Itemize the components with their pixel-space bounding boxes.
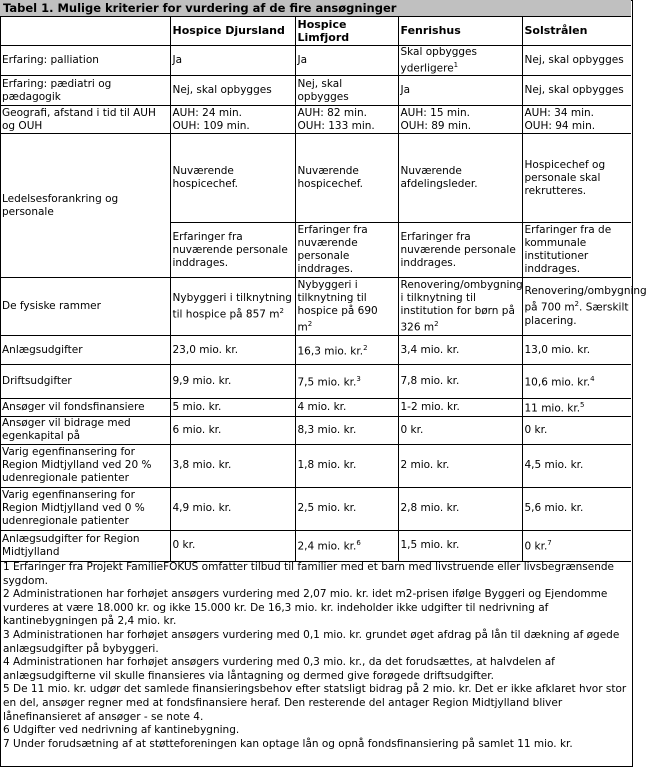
header-hospice-limfjord: Hospice Limfjord bbox=[295, 17, 398, 45]
row-label: De fysiske rammer bbox=[0, 278, 170, 336]
table-cell: 4 mio. kr. bbox=[295, 399, 398, 417]
table-cell bbox=[398, 278, 522, 336]
table-row bbox=[0, 444, 631, 487]
table-cell: 9,9 mio. kr. bbox=[170, 365, 295, 399]
table-cell bbox=[522, 530, 631, 561]
table-cell: Nej, skal opbygges bbox=[522, 76, 631, 106]
table-cell: Nej, skal opbygges bbox=[170, 76, 295, 106]
table-cell bbox=[522, 278, 647, 336]
table-cell: Nuværende afdelingsleder. bbox=[398, 134, 522, 223]
table-cell: Erfaringer fra nuværende personale inddrages. bbox=[295, 223, 398, 278]
footnote: 3 Administrationen har forhøjet ansøgers vurdering med 0,1 mio. kr. grundet øget afdrag på lån til dækning af øgede anlægsudgifter på bybyggeri. bbox=[3, 628, 620, 655]
row-label: Driftsudgifter bbox=[0, 365, 170, 399]
table-cell: 2,8 mio. kr. bbox=[398, 487, 522, 530]
header-fenrishus: Fenrishus bbox=[398, 17, 522, 45]
table-cell: 1-2 mio. kr. bbox=[398, 399, 522, 417]
cell-text: Renovering/ombygning i tilknytning til institution for børn på 326 m bbox=[400, 278, 523, 334]
footnote: 4 Administrationen har forhøjet ansøgers vurdering med 0,3 mio. kr., da det forudsættes, at halvdelen af anlægsudgifterne vil skulle finansieres via låntagning og dermed give forøgede driftsudgifter. bbox=[3, 656, 555, 682]
table-cell: Nuværende hospicechef. bbox=[170, 134, 295, 223]
table-cell: Ja bbox=[295, 45, 398, 76]
table-row bbox=[0, 278, 631, 336]
table-cell bbox=[170, 278, 295, 336]
superscript: 2 bbox=[574, 300, 580, 309]
row-label: Erfaring: pædiatri og pædagogik bbox=[0, 76, 170, 106]
table-cell: 2,5 mio. kr. bbox=[295, 487, 398, 530]
table-cell: 13,0 mio. kr. bbox=[522, 336, 631, 365]
criteria-table bbox=[0, 17, 647, 562]
table-cell: Erfaringer fra de kommunale institutioner inddrages. bbox=[522, 223, 631, 278]
row-label: Ansøger vil fondsfinansiere bbox=[0, 399, 170, 417]
table-cell bbox=[295, 336, 398, 365]
row-label: Geografi, afstand i tid til AUH og OUH bbox=[0, 106, 170, 134]
table-cell: 0 kr. bbox=[170, 530, 295, 561]
table-row bbox=[0, 134, 631, 223]
cell-text: OUH: 133 min. bbox=[297, 119, 375, 132]
cell-text: AUH: 82 min. bbox=[297, 106, 367, 119]
header-empty bbox=[0, 17, 170, 45]
footnote: 7 Under forudsætning af at støtteforeningen kan optage lån og opnå fondsfinansiering på samlet 11 mio. kr. bbox=[3, 737, 573, 750]
cell-text: OUH: 94 min. bbox=[524, 119, 596, 132]
cell-text: Skal opbygges yderligere bbox=[400, 45, 477, 74]
table-cell bbox=[295, 365, 398, 399]
table-row bbox=[0, 416, 631, 444]
footnote-marker: 3 bbox=[356, 375, 361, 384]
table-row bbox=[0, 45, 631, 76]
table-cell: 4,9 mio. kr. bbox=[170, 487, 295, 530]
footnote: 1 Erfaringer fra Projekt FamilieFOKUS omfatter tilbud til familier med et barn med livstruende eller livsbegrænsende sygdom. bbox=[3, 561, 615, 587]
header-hospice-djursland: Hospice Djursland bbox=[170, 17, 295, 45]
table-cell: Nuværende hospicechef. bbox=[295, 134, 398, 223]
table-cell bbox=[522, 399, 631, 417]
cell-text: 7,5 mio. kr. bbox=[297, 376, 357, 389]
cell-text: Nybyggeri i tilknytning til hospice på 857 m bbox=[172, 291, 292, 321]
row-label: Ledelsesforankring og personale bbox=[0, 134, 170, 278]
cell-text: 0 kr. bbox=[524, 540, 548, 553]
table-caption: Tabel 1. Mulige kriterier for vurdering af de fire ansøgninger bbox=[0, 0, 631, 17]
cell-text: OUH: 89 min. bbox=[400, 119, 472, 132]
footnote: 2 Administrationen har forhøjet ansøgers vurdering med 2,07 mio. kr. idet m2-prisen ifølge Byggeri og Ejendomme vurderes at være 18.000 kr. og ikke 15.000 kr. De 16,3 mio. kr. indeholder ikke udgifter til nedrivning af kantinebygningen på 2,4 mio. kr. bbox=[3, 588, 608, 628]
row-label: Anlægsudgifter for Region Midtjylland bbox=[0, 530, 170, 561]
cell-text: 16,3 mio. kr. bbox=[297, 345, 364, 358]
cell-text: Nybyggeri i tilknytning til hospice på 690 m bbox=[297, 278, 378, 334]
table-cell: 4,5 mio. kr. bbox=[522, 444, 631, 487]
row-label: Varig egenfinansering for Region Midtjylland ved 0 % udenregionale patienter bbox=[0, 487, 170, 530]
footnote-marker: 1 bbox=[453, 60, 459, 69]
table-row bbox=[0, 365, 631, 399]
table-row bbox=[0, 487, 631, 530]
cell-text: 2,4 mio. kr. bbox=[297, 540, 357, 553]
table-row bbox=[0, 76, 631, 106]
footnote-marker: 6 bbox=[356, 539, 361, 548]
table-cell bbox=[295, 530, 398, 561]
cell-text: . Særskilt placering. bbox=[524, 301, 629, 327]
footnote: 6 Udgifter ved nedrivning af kantinebygning. bbox=[3, 724, 240, 737]
table-cell: Erfaringer fra nuværende personale inddrages. bbox=[398, 223, 522, 278]
superscript: 2 bbox=[434, 319, 439, 328]
table-cell: Nej, skal opbygges bbox=[522, 45, 631, 76]
table-cell: Ja bbox=[170, 45, 295, 76]
row-label: Anlægsudgifter bbox=[0, 336, 170, 365]
superscript: 2 bbox=[279, 306, 285, 315]
header-solstraalen: Solstrålen bbox=[522, 17, 631, 45]
footnote-marker: 7 bbox=[547, 539, 552, 548]
table-cell: Erfaringer fra nuværende personale inddrages. bbox=[170, 223, 295, 278]
cell-text: OUH: 109 min. bbox=[172, 119, 250, 132]
footnote: 5 De 11 mio. kr. udgør det samlede finansieringsbehov efter statsligt bidrag på 2 mio. kr. Det er ikke afklaret hvor stor en del, ansøger regner med at fondsfinansiere heraf. Den resterende del antager Region Midtjylland bliver lånefinansieret af ansøger - se note 4. bbox=[3, 683, 627, 723]
table-cell: 0 kr. bbox=[522, 416, 631, 444]
table-cell: Hospicechef og personale skal rekrutteres. bbox=[522, 134, 631, 223]
table-cell: 7,8 mio. kr. bbox=[398, 365, 522, 399]
table-cell: Nej, skal opbygges bbox=[295, 76, 398, 106]
table-row bbox=[0, 399, 631, 417]
footnote-marker: 5 bbox=[580, 401, 585, 409]
table-cell bbox=[398, 106, 522, 134]
table-cell: 1,5 mio. kr. bbox=[398, 530, 522, 561]
table-row bbox=[0, 530, 631, 561]
table-cell bbox=[170, 106, 295, 134]
table-cell: 23,0 mio. kr. bbox=[170, 336, 295, 365]
table-row bbox=[0, 336, 631, 365]
cell-text: 11 mio. kr. bbox=[524, 402, 581, 415]
table-cell: 5,6 mio. kr. bbox=[522, 487, 631, 530]
table-cell: 5 mio. kr. bbox=[170, 399, 295, 417]
table-cell: 3,8 mio. kr. bbox=[170, 444, 295, 487]
table-cell: 6 mio. kr. bbox=[170, 416, 295, 444]
cell-text: Renovering/ombygning på 700 m bbox=[524, 285, 647, 314]
table-cell bbox=[295, 278, 398, 336]
row-label: Varig egenfinansering for Region Midtjylland ved 20 % udenregionale patienter bbox=[0, 444, 170, 487]
row-label: Erfaring: palliation bbox=[0, 45, 170, 76]
cell-text: AUH: 34 min. bbox=[524, 106, 594, 119]
cell-text: AUH: 15 min. bbox=[400, 106, 470, 119]
table-cell: Ja bbox=[398, 76, 522, 106]
footnote-marker: 4 bbox=[590, 375, 595, 384]
table-cell bbox=[398, 45, 522, 76]
table-cell bbox=[522, 106, 631, 134]
table-cell: 1,8 mio. kr. bbox=[295, 444, 398, 487]
table-cell: 8,3 mio. kr. bbox=[295, 416, 398, 444]
table-row bbox=[0, 106, 631, 134]
table-cell bbox=[295, 106, 398, 134]
header-row bbox=[0, 17, 631, 45]
table-cell: 2 mio. kr. bbox=[398, 444, 522, 487]
table-cell bbox=[522, 365, 631, 399]
table-cell: 3,4 mio. kr. bbox=[398, 336, 522, 365]
superscript: 2 bbox=[307, 319, 313, 328]
footnote-marker: 2 bbox=[363, 343, 368, 352]
table-cell: 0 kr. bbox=[398, 416, 522, 444]
cell-text: 10,6 mio. kr. bbox=[524, 376, 591, 389]
row-label: Ansøger vil bidrage med egenkapital på bbox=[0, 416, 170, 444]
cell-text: AUH: 24 min. bbox=[172, 106, 242, 119]
footnotes bbox=[0, 561, 631, 751]
